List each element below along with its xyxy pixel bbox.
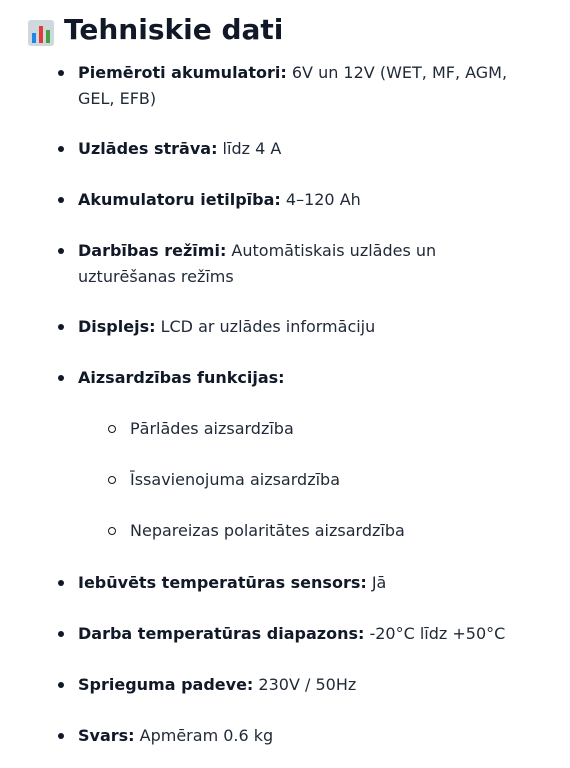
spec-item-protection [78,365,538,391]
spec-value: 4–120 Ah [280,190,361,209]
spec-label: Darba temperatūras diapazons: [78,624,365,643]
protection-item-reverse-polarity: Nepareizas polaritātes aizsardzība [130,518,520,544]
spec-label: Darbības režīmi: [78,241,227,260]
spec-value: -20°C līdz +50°C [364,624,506,643]
spec-value: līdz 4 A [217,139,282,158]
page-title [28,10,283,50]
spec-item-modes [78,238,538,290]
spec-item-display [78,314,538,340]
spec-value: Apmēram 0.6 kg [134,726,274,745]
spec-label: Piemēroti akumulatori: [78,63,287,82]
spec-item-weight [78,723,538,749]
spec-label: Sprieguma padeve: [78,675,254,694]
spec-label: Displejs: [78,317,156,336]
bar-chart-icon [28,17,54,43]
spec-value: 230V / 50Hz [253,675,357,694]
spec-item-temperature-range [78,621,538,647]
protection-item-short-circuit: Īssavienojuma aizsardzība [130,467,520,493]
spec-value: Automātiskais uzlādes un uzturēšanas režīms [78,241,437,286]
spec-label: Uzlādes strāva: [78,139,218,158]
spec-item-power-supply [78,672,538,698]
spec-label: Aizsardzības funkcijas: [78,368,285,387]
spec-item-temperature-sensor [78,570,538,596]
protection-item-overcharge: Pārlādes aizsardzība [130,416,520,442]
spec-value: Jā [366,573,387,592]
spec-label: Svars: [78,726,135,745]
page-title-text: Tehniskie dati [64,13,284,46]
spec-item-batteries [78,60,538,112]
spec-item-capacity [78,187,538,213]
spec-value: LCD ar uzlādes informāciju [155,317,376,336]
spec-value: 6V un 12V (WET, MF, AGM, GEL, EFB) [78,63,508,108]
spec-label: Iebūvēts temperatūras sensors: [78,573,367,592]
spec-item-charging-current [78,136,538,162]
spec-label: Akumulatoru ietilpība: [78,190,281,209]
